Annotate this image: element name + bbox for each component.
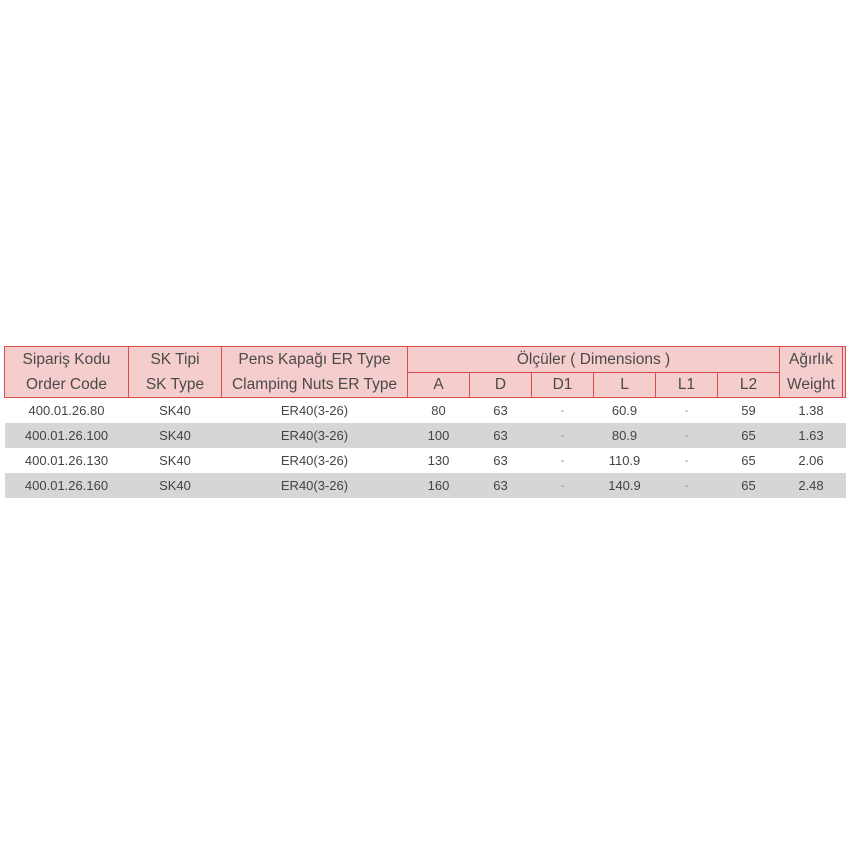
- nut-type-cell: ER40(3-26): [222, 473, 408, 498]
- order-code-cell: 400.01.26.100: [5, 423, 129, 448]
- edge-cell: [843, 423, 846, 448]
- dim-d1-cell: -: [560, 404, 565, 417]
- dim-l2-cell: 65: [718, 423, 780, 448]
- dim-l2-cell: 59: [741, 403, 756, 418]
- nut-type-cell: ER40(3-26): [280, 453, 349, 468]
- table-row: [5, 423, 846, 448]
- dim-l2-cell: 65: [741, 453, 756, 468]
- order-code-header-en: Order Code: [5, 373, 129, 398]
- weight-cell: 2.06: [798, 453, 824, 468]
- dim-header-a: A: [408, 373, 470, 398]
- order-code-cell: 400.01.26.160: [5, 473, 129, 498]
- dim-d1-cell: -: [532, 423, 594, 448]
- dim-d-cell: 63: [470, 473, 532, 498]
- nut-type-cell: ER40(3-26): [280, 403, 349, 418]
- dim-header-l2: L2: [718, 373, 780, 398]
- dim-l-cell: 140.9: [594, 473, 656, 498]
- dim-l1-cell: -: [684, 404, 689, 417]
- dim-header-d: D: [470, 373, 532, 398]
- nut-type-cell: ER40(3-26): [222, 423, 408, 448]
- weight-cell: 2.48: [780, 473, 843, 498]
- order-code-cell: 400.01.26.130: [24, 453, 109, 468]
- dim-l1-cell: -: [656, 423, 718, 448]
- sk-type-header-tr: SK Tipi: [129, 347, 222, 373]
- dim-l-cell: 110.9: [608, 453, 641, 468]
- nut-type-header-tr: Pens Kapağı ER Type: [222, 347, 408, 373]
- weight-cell: 1.38: [798, 403, 824, 418]
- dim-l-cell: 60.9: [611, 403, 638, 418]
- dim-l1-cell: -: [656, 473, 718, 498]
- table-row: [5, 473, 846, 498]
- dim-d-cell: 63: [493, 453, 508, 468]
- dim-l2-cell: 65: [718, 473, 780, 498]
- sk-type-cell: SK40: [159, 403, 191, 418]
- dim-d-cell: 63: [470, 423, 532, 448]
- order-code-cell: 400.01.26.80: [28, 403, 105, 418]
- sk-type-header-en: SK Type: [129, 373, 222, 398]
- dim-a-cell: 80: [431, 403, 446, 418]
- dim-d-cell: 63: [493, 403, 508, 418]
- dim-a-cell: 160: [408, 473, 470, 498]
- order-code-header-tr: Sipariş Kodu: [5, 347, 129, 373]
- dim-l-cell: 80.9: [594, 423, 656, 448]
- table-row: [5, 398, 846, 424]
- spec-table: [4, 346, 846, 498]
- dim-header-l: L: [594, 373, 656, 398]
- weight-cell: 1.63: [780, 423, 843, 448]
- dim-header-d1: D1: [532, 373, 594, 398]
- dim-a-cell: 130: [427, 453, 450, 468]
- dimensions-header: Ölçüler ( Dimensions ): [408, 347, 780, 373]
- header-edge-cell: [843, 347, 846, 398]
- sk-type-cell: SK40: [129, 423, 222, 448]
- edge-cell: [843, 398, 846, 424]
- edge-cell: [843, 448, 846, 473]
- dim-header-l1: L1: [656, 373, 718, 398]
- sk-type-cell: SK40: [159, 453, 191, 468]
- dim-d1-cell: -: [532, 473, 594, 498]
- dim-a-cell: 100: [408, 423, 470, 448]
- table-row: [5, 448, 846, 473]
- weight-header-en: Weight: [780, 373, 843, 398]
- sk-type-cell: SK40: [129, 473, 222, 498]
- edge-cell: [843, 473, 846, 498]
- dim-d1-cell: -: [560, 454, 565, 467]
- nut-type-header-en: Clamping Nuts ER Type: [222, 373, 408, 398]
- weight-header-tr: Ağırlık: [780, 347, 843, 373]
- dim-l1-cell: -: [684, 454, 689, 467]
